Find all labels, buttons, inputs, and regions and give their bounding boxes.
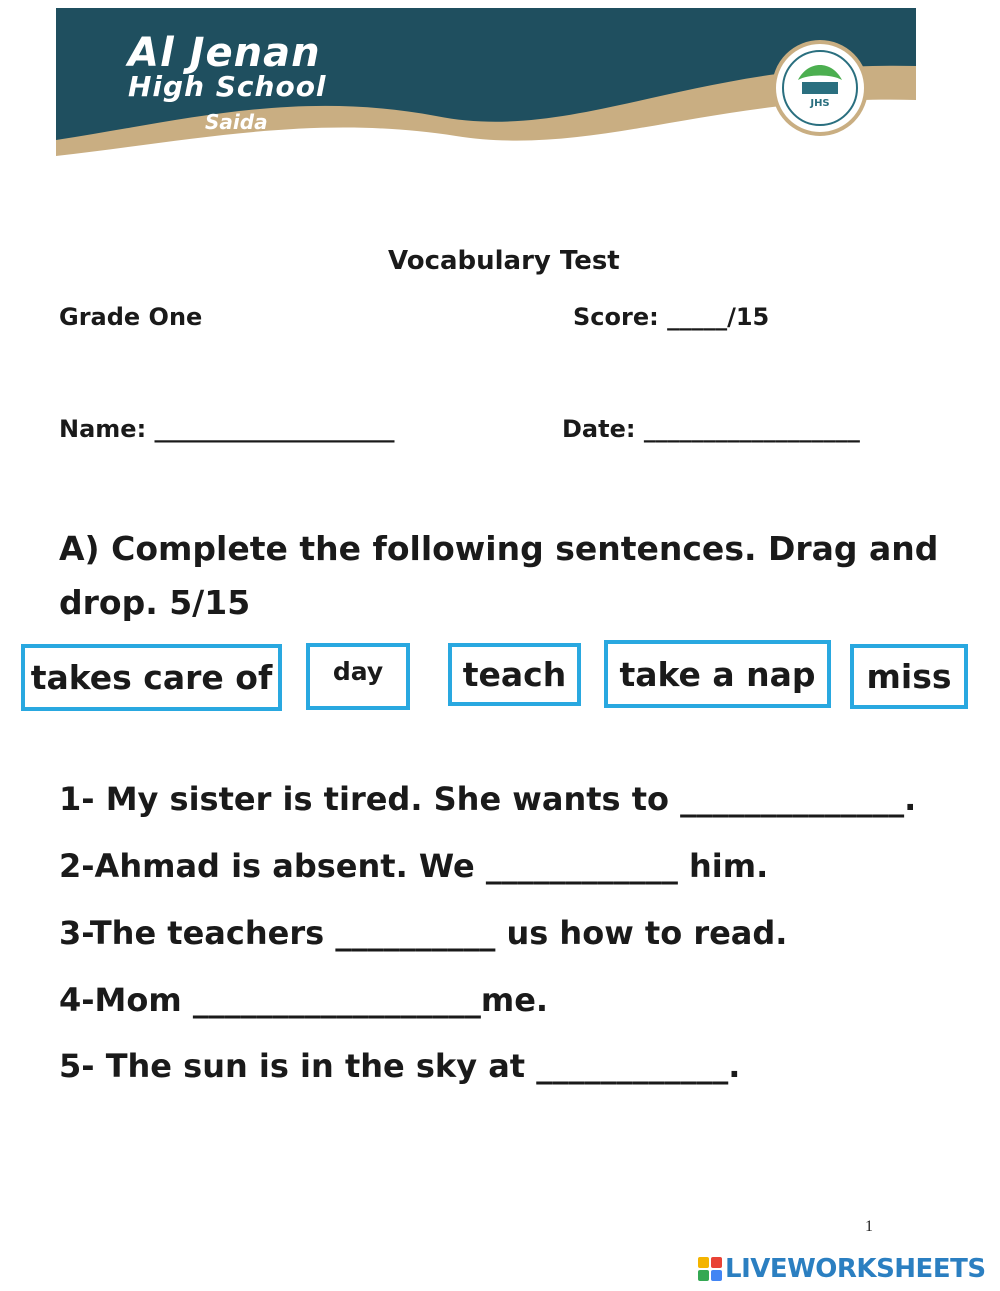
- word-chip-take-a-nap[interactable]: take a nap: [604, 640, 831, 708]
- score-field: Score: _____/15: [573, 303, 770, 331]
- school-seal-logo: [774, 42, 866, 134]
- school-name-line2: High School: [128, 70, 327, 103]
- word-chip-day[interactable]: day: [306, 643, 410, 710]
- liveworksheets-icon: [698, 1257, 722, 1281]
- word-chip-teach[interactable]: teach: [448, 643, 581, 706]
- school-name-line1: Al Jenan: [128, 30, 321, 76]
- liveworksheets-wordmark: LIVEWORKSHEETS: [725, 1254, 986, 1284]
- date-field: Date: __________________: [562, 415, 860, 443]
- test-title: Vocabulary Test: [388, 246, 620, 276]
- svg-text:JHS: JHS: [810, 98, 830, 109]
- section-a-instruction-line2: drop. 5/15: [59, 583, 251, 622]
- grade-label: Grade One: [59, 303, 203, 331]
- word-chip-takes-care-of[interactable]: takes care of: [21, 644, 282, 711]
- sentence-1: 1- My sister is tired. She wants to ______________.: [59, 780, 917, 818]
- sentence-4: 4-Mom __________________me.: [59, 981, 549, 1019]
- sentence-3: 3-The teachers __________ us how to read.: [59, 914, 788, 952]
- sentence-5: 5- The sun is in the sky at ____________.: [59, 1047, 741, 1085]
- liveworksheets-logo[interactable]: [698, 1254, 986, 1284]
- word-chip-miss[interactable]: miss: [850, 644, 968, 709]
- page-number: 1: [865, 1218, 873, 1235]
- name-field: Name: ____________________: [59, 415, 395, 443]
- section-a-instruction-line1: A) Complete the following sentences. Drag and: [59, 529, 939, 568]
- sentence-2: 2-Ahmad is absent. We ____________ him.: [59, 847, 769, 885]
- school-city: Saida: [205, 110, 268, 134]
